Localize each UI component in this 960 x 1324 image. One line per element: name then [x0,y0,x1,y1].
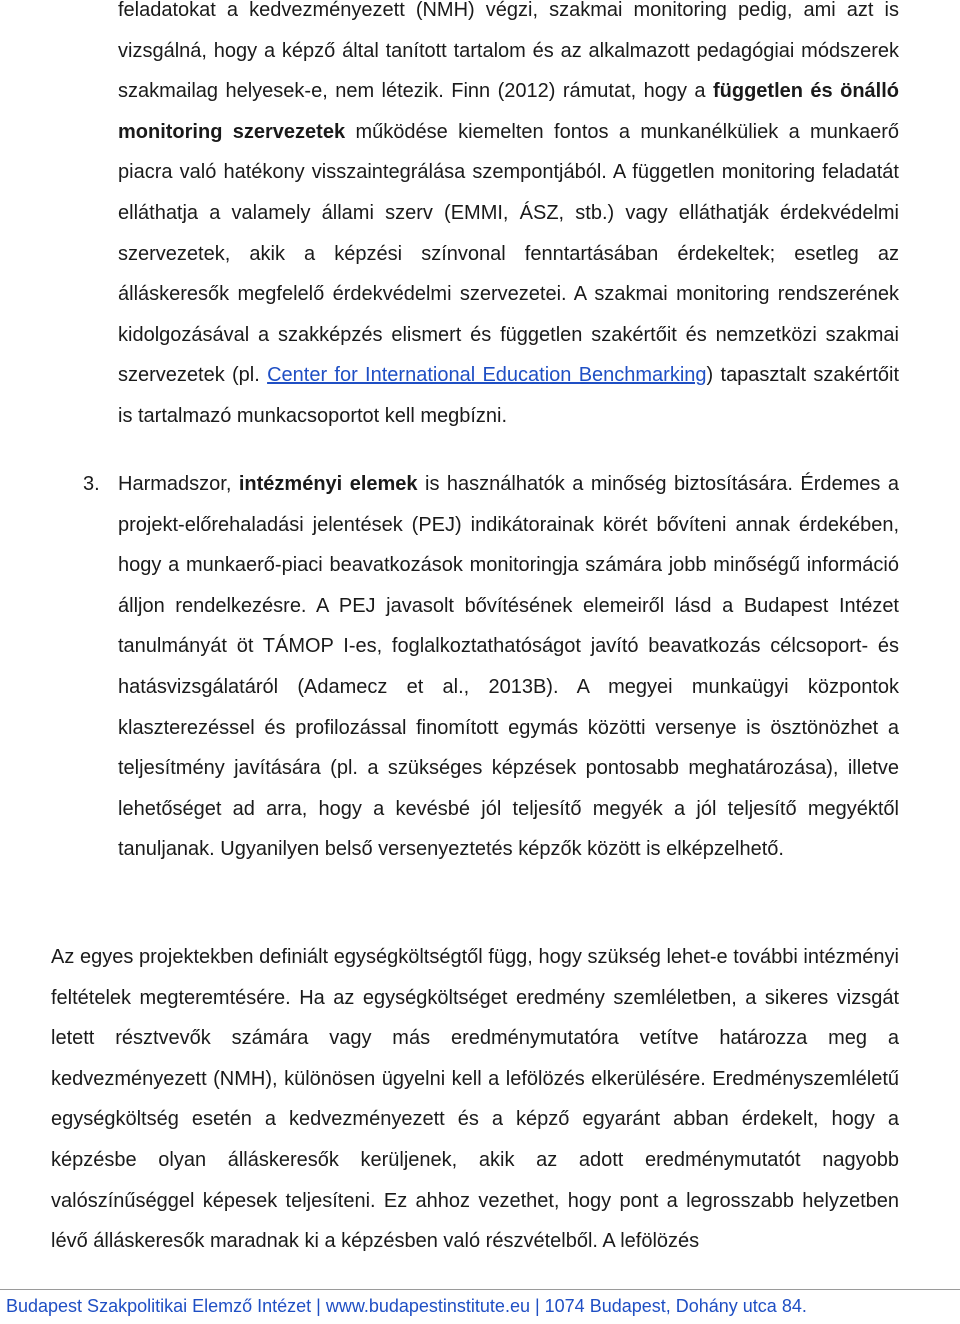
bold-phrase: független és önálló monitoring szervezetek [118,80,900,143]
footer-divider [0,1289,960,1290]
numbered-item-3 [83,464,899,870]
paragraph-text: működése kiemelten fontos a munkanélküliek a munkaerő piacra való hatékony visszaintegrálása szempontjából. A független monitoring feladatát elláthatja a valamely állami szerv (EMMI, ÁSZ, stb.) vagy elláthatják érdekvédelmi szervezetek, akik a képzési színvonal fenntartásában érdekeltek; esetleg az álláskeresők megfelelő érdekvédelmi szervezetei. A szakmai monitoring rendszerének kidolgozásával a szakképzés elismert és független szakértőit és nemzetközi szakmai szervezetek (pl. [118,120,899,387]
paragraph-text: ) tapasztalt szakértőit is tartalmazó munkacsoportot kell megbízni. [118,364,899,427]
list-number: 3. [83,473,100,495]
page-footer: Budapest Szakpolitikai Elemző Intézet | www.budapestinstitute.eu | 1074 Budapest, Dohány utca 84. [6,1296,807,1316]
cieb-link[interactable]: Center for International Education Benchmarking [267,364,707,387]
paragraph-text: Harmadszor, [118,473,239,495]
monitoring-paragraph [118,0,899,437]
paragraph-text: is használhatók a minőség biztosítására. Érdemes a projekt-előrehaladási jelentések (PEJ) indikátorainak körét bővíteni annak érdekében, hogy a munkaerő-piaci beavatkozások monitoringja számára jobb minőségű információ álljon rendelkezésre. A PEJ javasolt bővítésének elemeiről lásd a Budapest Intézet tanulmányát öt TÁMOP I-es, foglalkoztathatóságot javító beavatkozás célcsoport- és hatásvizsgálatáról (Adamecz et al., 2013B). A megyei munkaügyi központok klaszterezéssel és profilozással finomított egymás közötti versenye is ösztönözhet a teljesítmény javítására (pl. a szükséges képzések pontosabb meghatározása), illetve lehetőséget ad arra, hogy a kevésbé jól teljesítő megyék a jól teljesítő megyéktől tanuljanak. Ugyanilyen belső versenyeztetés képzők között is elképzelhető. [118,473,899,861]
bold-phrase: intézményi elemek [238,473,418,495]
paragraph-text: feladatokat a kedvezményezett (NMH) végzi, szakmai monitoring pedig, ami azt is vizsgálná, hogy a képző által tanított tartalom és az alkalmazott pedagógiai módszerek szakmailag helyesek-e, nem létezik. Finn (2012) rámutat, hogy a [118,0,899,103]
unit-cost-paragraph: Az egyes projektekben definiált egységköltségtől függ, hogy szükség lehet-e további intézményi feltételek megteremtésére. Ha az egységköltséget eredmény szemléletben, a sikeres vizsgát letett résztvevők számára vagy más eredménymutatóra vetítve határozza meg a kedvezményezett (NMH), különösen ügyelni kell a lefölözés elkerülésére. Eredményszemléletű egységköltség esetén a kedvezményezett és a képző egyaránt abban érdekelt, hogy a képzésbe olyan álláskeresők kerüljenek, akik az adott eredménymutatót nagyobb valószínűséggel képesek teljesíteni. Ez ahhoz vezethet, hogy pont a legrosszabb helyzetben lévő álláskeresők maradnak ki a képzésben való részvételből. A lefölözés [51,946,899,1253]
numbered-item-text [118,464,899,870]
